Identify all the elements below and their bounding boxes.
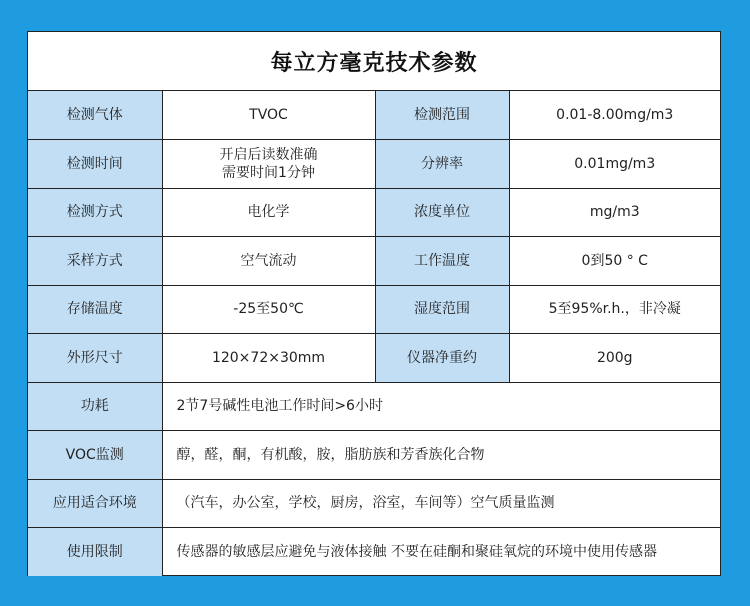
table-row: [28, 382, 720, 431]
spec-label: 工作温度: [375, 237, 509, 286]
spec-value: 传感器的敏感层应避免与液体接触 不要在硅酮和聚硅氧烷的环境中使用传感器: [162, 528, 720, 577]
spec-label: 检测范围: [375, 91, 509, 140]
spec-label: 分辨率: [375, 140, 509, 189]
spec-value: 2节7号碱性电池工作时间>6小时: [162, 382, 720, 431]
table-row: [28, 334, 720, 383]
table-row: [28, 479, 720, 528]
spec-table: [28, 91, 720, 576]
spec-label: 存储温度: [28, 285, 162, 334]
spec-value: 0.01mg/m3: [509, 140, 720, 189]
table-row: [28, 431, 720, 480]
spec-value: mg/m3: [509, 188, 720, 237]
page-title: 每立方毫克技术参数: [28, 32, 720, 91]
spec-label: 外形尺寸: [28, 334, 162, 383]
spec-value-line: 开启后读数准确: [219, 146, 318, 163]
spec-label: 检测时间: [28, 140, 162, 189]
spec-label: 仪器净重约: [375, 334, 509, 383]
spec-value: 0到50 ° C: [509, 237, 720, 286]
spec-value: 5至95%r.h.，非冷凝: [509, 285, 720, 334]
spec-label: 采样方式: [28, 237, 162, 286]
table-row: [28, 91, 720, 140]
spec-value: [162, 140, 375, 189]
spec-label: 检测方式: [28, 188, 162, 237]
spec-value: 0.01-8.00mg/m3: [509, 91, 720, 140]
spec-value: 120×72×30mm: [162, 334, 375, 383]
table-row: [28, 528, 720, 577]
spec-value-line: 需要时间1分钟: [222, 164, 315, 181]
spec-value: TVOC: [162, 91, 375, 140]
spec-value: 200g: [509, 334, 720, 383]
spec-value: 醇，醛，酮，有机酸，胺，脂肪族和芳香族化合物: [162, 431, 720, 480]
table-row: [28, 285, 720, 334]
spec-label: 使用限制: [28, 528, 162, 577]
spec-value: 电化学: [162, 188, 375, 237]
spec-label: 功耗: [28, 382, 162, 431]
table-row: [28, 140, 720, 189]
spec-label: 应用适合环境: [28, 479, 162, 528]
table-row: [28, 188, 720, 237]
spec-value: （汽车，办公室，学校，厨房，浴室，车间等）空气质量监测: [162, 479, 720, 528]
spec-value: 空气流动: [162, 237, 375, 286]
spec-label: VOC监测: [28, 431, 162, 480]
spec-label: 检测气体: [28, 91, 162, 140]
spec-label: 湿度范围: [375, 285, 509, 334]
spec-sheet: [27, 31, 721, 576]
spec-label: 浓度单位: [375, 188, 509, 237]
spec-value: -25至50℃: [162, 285, 375, 334]
table-row: [28, 237, 720, 286]
